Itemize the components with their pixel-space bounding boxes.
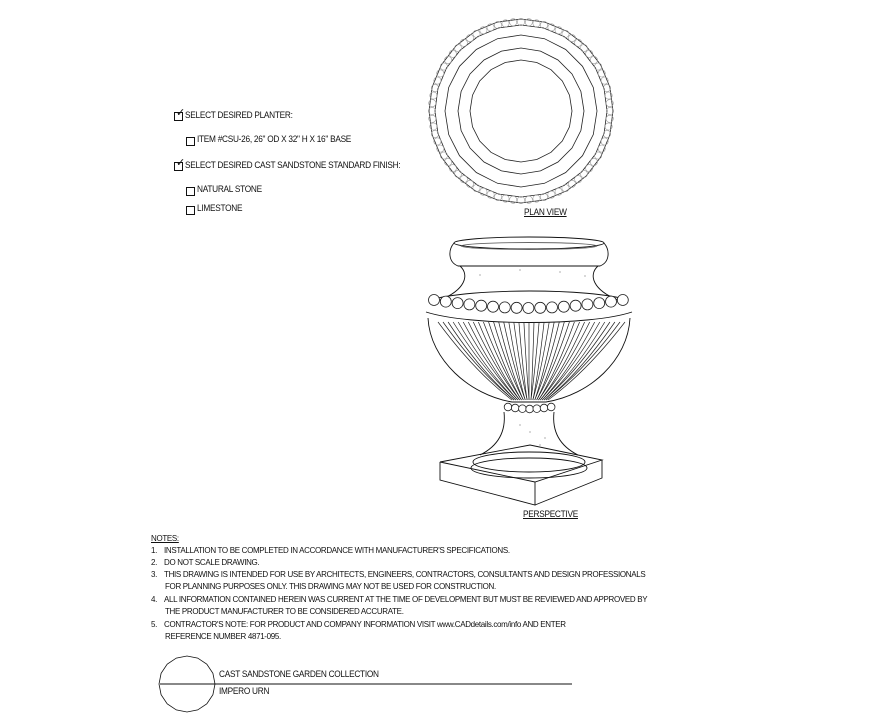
- notes-heading: NOTES:: [151, 533, 179, 543]
- note-1: 1. INSTALLATION TO BE COMPLETED IN ACCORDANCE WITH MANUFACTURER'S SPECIFICATIONS.: [151, 545, 510, 555]
- plan-view-label: PLAN VIEW: [524, 207, 567, 217]
- note-2: 2. DO NOT SCALE DRAWING.: [151, 557, 260, 567]
- note-4-cont: THE PRODUCT MANUFACTURER TO BE CONSIDERED ACCURATE.: [165, 606, 404, 616]
- product-name: IMPERO URN: [219, 686, 270, 696]
- note-5-cont: REFERENCE NUMBER 4871-095.: [165, 631, 281, 641]
- checklist-label: SELECT DESIRED PLANTER:: [185, 110, 293, 120]
- checklist-label: SELECT DESIRED CAST SANDSTONE STANDARD FINISH:: [185, 160, 401, 170]
- check-icon: ✓: [176, 157, 186, 169]
- collection-title: CAST SANDSTONE GARDEN COLLECTION: [219, 669, 379, 679]
- note-3-cont: FOR PLANNING PURPOSES ONLY. THIS DRAWING MAY NOT BE USED FOR CONSTRUCTION.: [165, 581, 496, 591]
- checklist-label: ITEM #CSU-26, 26" OD X 32" H X 16" BASE: [197, 134, 352, 144]
- perspective-label: PERSPECTIVE: [523, 509, 578, 519]
- check-icon: ✓: [176, 107, 186, 119]
- note-5: 5. CONTRACTOR'S NOTE: FOR PRODUCT AND COMPANY INFORMATION VISIT www.CADdetails.com/info AND ENTER: [151, 619, 566, 629]
- note-3: 3. THIS DRAWING IS INTENDED FOR USE BY ARCHITECTS, ENGINEERS, CONTRACTORS, CONSULTANTS AND DESIGN PROFESSIONALS: [151, 569, 646, 579]
- note-4: 4. ALL INFORMATION CONTAINED HEREIN WAS CURRENT AT THE TIME OF DEVELOPMENT BUT MUST BE REVIEWED AND APPROVED BY: [151, 594, 648, 604]
- checklist-label: NATURAL STONE: [197, 184, 262, 194]
- checklist-label: LIMESTONE: [197, 203, 243, 213]
